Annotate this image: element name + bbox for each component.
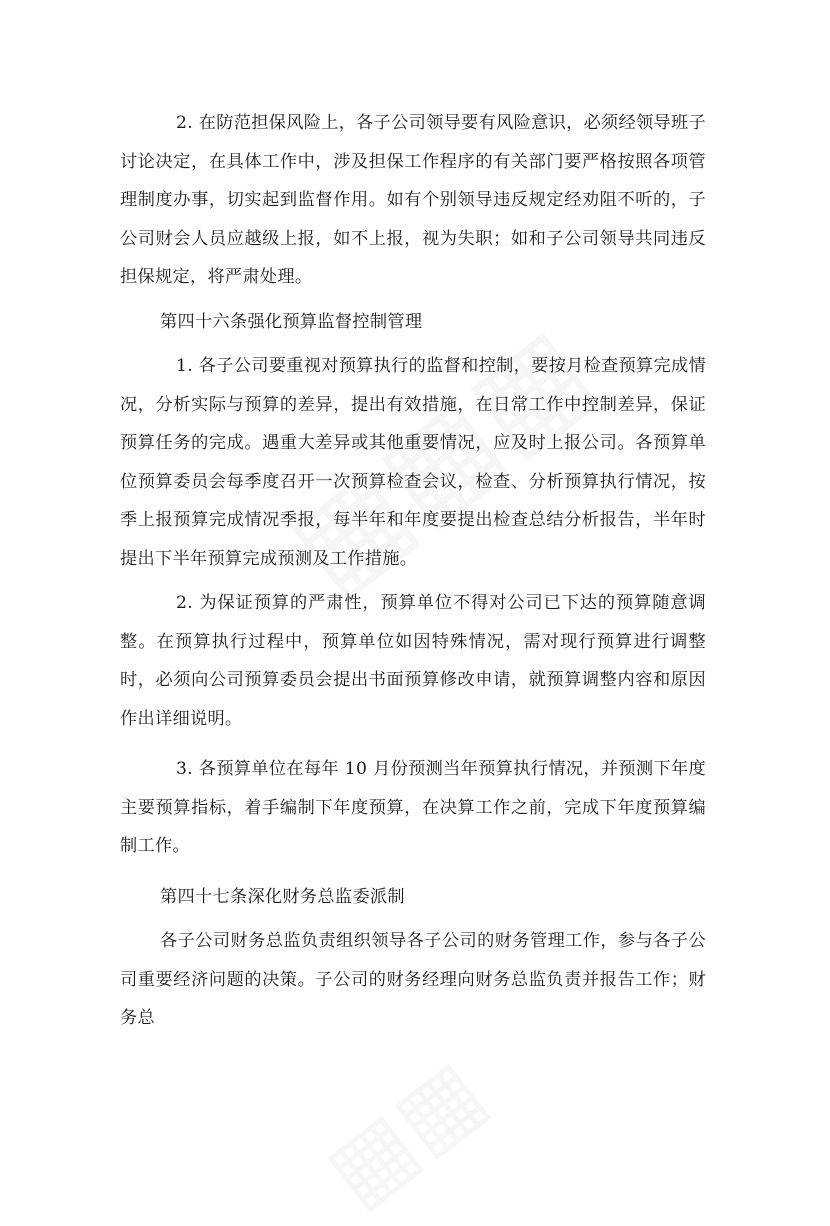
paragraph-budget-adjustment: 2. 为保证预算的严肃性，预算单位不得对公司已下达的预算随意调整。在预算执行过程中，预算单位如因特殊情况，需对现行预算进行调整时，必须向公司预算委员会提出书面预算修改申请，就预算调整内容和原因作出详细说明。 [120, 593, 706, 729]
article-47-heading: 第四十七条深化财务总监委派制 [160, 886, 405, 907]
paragraph-budget-monitoring: 1. 各子公司要重视对预算执行的监督和控制，要按月检查预算完成情况，分析实际与预算的差异，提出有效措施，在日常工作中控制差异，保证预算任务的完成。遇重大差异或其他重要情况，应及时上报公司。各预算单位预算委员会每季度召开一次预算检查会议，检查、分析预算执行情况，按季上报预算完成情况季报，每半年和年度要提出检查总结分析报告，半年时提出下半年预算完成预测及工作措施。 [120, 356, 706, 569]
paragraph-guarantee-risk: 2. 在防范担保风险上，各子公司领导要有风险意识，必须经领导班子讨论决定，在具体工作中，涉及担保工作程序的有关部门要严格按照各项管理制度办事，切实起到监督作用。如有个别领导违反规定经劝阻不听的，子公司财会人员应越级上报，如不上报，视为失职；如和子公司领导共同违反担保规定，将严肃处理。 [120, 113, 706, 287]
article-46-heading: 第四十六条强化预算监督控制管理 [160, 311, 423, 332]
paragraph-finance-director: 各子公司财务总监负责组织领导各子公司的财务管理工作，参与各子公司重要经济问题的决策。子公司的财务经理向财务总监负责并报告工作；财务总 [120, 931, 706, 1028]
watermark-graphic-bottom [306, 1039, 505, 1226]
document-body [120, 104, 706, 1038]
paragraph-budget-forecast: 3. 各预算单位在每年 10 月份预测当年预算执行情况，并预测下年度主要预算指标，着手编制下年度预算，在决算工作之前，完成下年度预算编制工作。 [120, 759, 706, 856]
